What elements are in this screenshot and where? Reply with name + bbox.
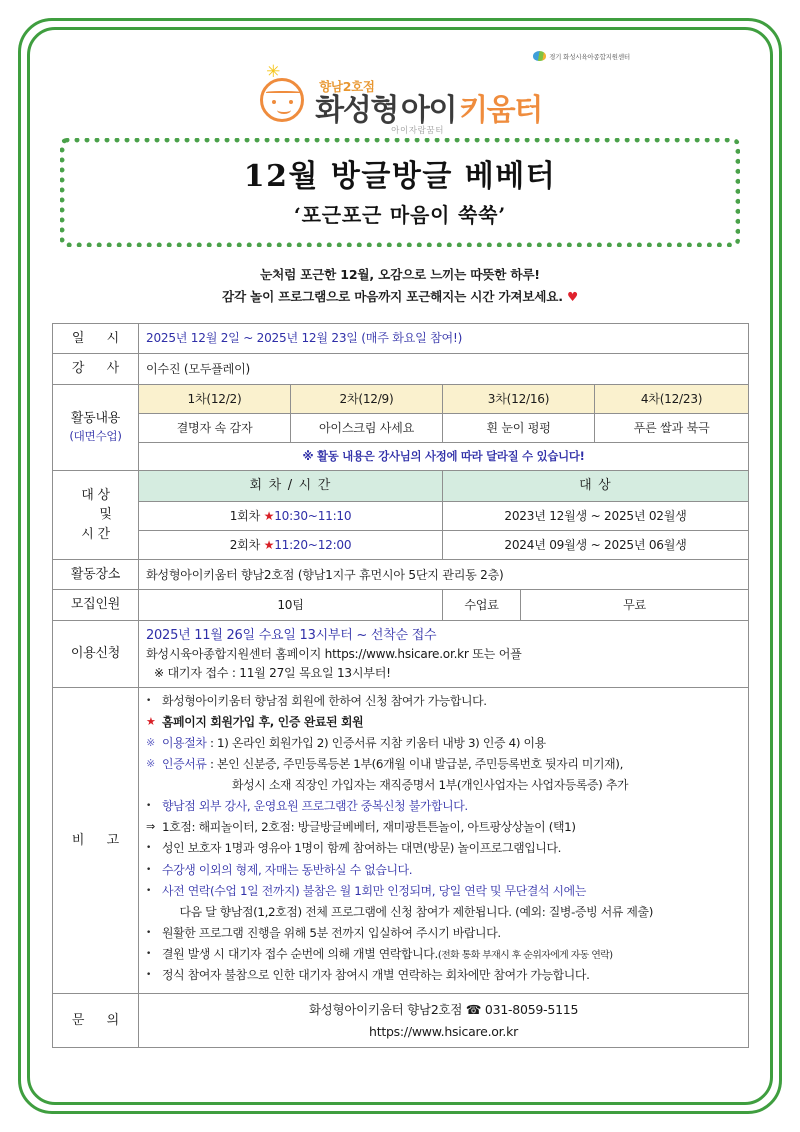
remark-prefix: 이용절차 — [162, 735, 207, 750]
list-item — [146, 883, 741, 901]
lead-line-1: 눈처럼 포근한 12월, 오감으로 느끼는 따뜻한 하루! — [260, 267, 540, 283]
list-item — [146, 798, 741, 816]
bullet-icon: • — [146, 801, 151, 812]
apply-line-1: 2025년 11월 26일 수요일 13시부터 ~ 선착순 접수 — [146, 627, 437, 643]
bullet-icon: • — [146, 927, 151, 938]
remark-suffix: (전화 통화 부재시 후 순위자에게 자동 연락) — [437, 949, 613, 961]
session-header-3: 3차(12/16) — [443, 384, 595, 413]
value-remarks — [139, 687, 749, 994]
table-row-place — [53, 559, 749, 590]
label-capacity: 모집인원 — [53, 590, 139, 621]
remark-text: 원활한 프로그램 진행을 위해 5분 전까지 입실하여 주시기 바랍니다. — [162, 925, 501, 940]
remarks-list — [146, 693, 741, 985]
remark-prefix: 인증서류 — [162, 756, 207, 771]
table-row-activity-values — [53, 413, 749, 442]
label-target-line1: 대 상 — [81, 487, 110, 503]
bullet-icon: • — [146, 948, 151, 959]
list-item — [146, 756, 741, 774]
target-session-1: 1회차 ★10:30~11:10 — [139, 501, 443, 530]
target-time-1: 10:30~11:10 — [274, 508, 352, 523]
list-item — [146, 862, 741, 880]
target-age-1: 2023년 12월생 ~ 2025년 02월생 — [443, 501, 749, 530]
remark-text: 홈페이지 회원가입 후, 인증 완료된 회원 — [162, 714, 364, 729]
lead-line-2: 감각 놀이 프로그램으로 마음까지 포근해지는 시간 가져보세요. — [222, 289, 563, 305]
target-time-2: 11:20~12:00 — [274, 537, 352, 552]
value-inquiry — [139, 994, 749, 1048]
label-inquiry: 문 의 — [53, 994, 139, 1048]
value-place: 화성형아이키움터 향남2호점 (향남1지구 휴먼시아 5단지 관리동 2층) — [139, 559, 749, 590]
remark-text: 화성형아이키움터 향남점 회원에 한하여 신청 참여가 가능합니다. — [162, 693, 487, 708]
arrow-icon: ⇒ — [146, 820, 155, 834]
lead-paragraph — [52, 264, 748, 307]
logo-main-orange: 키움터 — [459, 93, 542, 128]
title-box — [60, 138, 740, 247]
remark-text: : 1) 온라인 회원가입 2) 인증서류 지참 키움터 내방 3) 인증 4) 이용 — [206, 735, 546, 750]
inquiry-line-2[interactable]: https://www.hsicare.or.kr — [369, 1023, 519, 1039]
target-age-2: 2024년 09월생 ~ 2025년 06월생 — [443, 530, 749, 559]
session-header-1: 1차(12/2) — [139, 384, 291, 413]
mouth-icon — [277, 106, 291, 114]
table-row-apply — [53, 620, 749, 687]
remark-text: 1호점: 해피놀이터, 2호점: 방글방글베베터, 재미팡튼튼놀이, 아트팡상상놀이 (택1) — [162, 820, 576, 835]
label-target-line2: 및 — [99, 507, 112, 523]
label-activity-line2: (대면수업) — [69, 429, 122, 444]
smiley-face-icon — [258, 64, 308, 126]
list-item — [146, 735, 741, 753]
list-item — [146, 819, 741, 837]
value-date: 2025년 12월 2일 ~ 2025년 12월 23일 (매주 화요일 참여!) — [139, 323, 749, 354]
star-icon-session-1: ★ — [263, 508, 275, 523]
list-item — [146, 967, 741, 985]
session-value-2: 아이스크림 사세요 — [291, 413, 443, 442]
value-fee: 무료 — [521, 590, 749, 621]
table-row-inquiry — [53, 994, 749, 1048]
brand-logo — [52, 48, 748, 136]
value-instructor: 이수진 (모두플레이) — [139, 354, 749, 385]
target-session-2: 2회차 ★11:20~12:00 — [139, 530, 443, 559]
target-head-session: 회 차 / 시 간 — [139, 471, 443, 502]
table-row-instructor — [53, 354, 749, 385]
session-value-3: 흰 눈이 펑펑 — [443, 413, 595, 442]
bullet-icon: • — [146, 864, 151, 875]
apply-line-2: 화성시육아종합지원센터 홈페이지 https://www.hsicare.or.kr 또는 어플 — [146, 647, 522, 662]
label-target-line3: 시 간 — [81, 526, 110, 542]
list-item — [146, 904, 741, 922]
session-value-1: 결명자 속 감자 — [139, 413, 291, 442]
label-target — [53, 471, 139, 560]
label-apply: 이용신청 — [53, 620, 139, 687]
star-icon: ✳ — [266, 62, 281, 82]
face-circle-icon — [260, 78, 304, 122]
reference-icon: ※ — [146, 735, 155, 749]
center-logo-mark — [533, 51, 630, 61]
logo-main-dark: 화성형 — [315, 93, 398, 128]
remark-text: 다음 달 향남점(1,2호점) 전체 프로그램에 신청 참여가 제한됩니다. (예외: 질병-증빙 서류 제출) — [179, 904, 653, 919]
label-fee: 수업료 — [443, 590, 521, 621]
reference-icon: ※ — [146, 756, 155, 770]
session-header-2: 2차(12/9) — [291, 384, 443, 413]
list-item — [146, 840, 741, 858]
bullet-icon: • — [146, 695, 151, 706]
session-header-4: 4차(12/23) — [595, 384, 749, 413]
star-icon-session-2: ★ — [263, 537, 275, 552]
logo-branch-label: 향남2호점 — [319, 79, 375, 94]
table-row-target-1 — [53, 501, 749, 530]
heart-icon: ♥ — [566, 289, 578, 305]
title-main: 12월 방글방글 베베터 — [243, 159, 557, 194]
center-logo-text: 경기 화성시육아종합지원센터 — [549, 52, 630, 61]
program-info-table — [52, 323, 749, 1048]
table-row-target-2 — [53, 530, 749, 559]
title-sub: ‘포근포근 마음이 쑥쑥’ — [293, 203, 507, 228]
table-row-capacity — [53, 590, 749, 621]
table-row-activity-head — [53, 384, 749, 413]
list-item — [146, 925, 741, 943]
bullet-icon: • — [146, 843, 151, 854]
activity-footnote: ※ 활동 내용은 강사님의 사정에 따라 달라질 수 있습니다! — [139, 442, 749, 470]
bullet-icon: • — [146, 885, 151, 896]
logo-main-mid: 아이 — [400, 93, 457, 128]
remark-text: 화성시 소재 직장인 가입자는 재직증명서 1부(개인사업자는 사업자등록증) 추가 — [232, 778, 629, 793]
remark-text: 향남점 외부 강사, 운영요원 프로그램간 중복신청 불가합니다. — [162, 799, 468, 814]
label-date: 일 시 — [53, 323, 139, 354]
logo-sub-label: 아이자람꿈터 — [391, 126, 445, 136]
table-row-activity-footnote — [53, 442, 749, 470]
remark-text: 결원 발생 시 대기자 접수 순번에 의해 개별 연락합니다. — [162, 946, 438, 961]
value-capacity: 10팀 — [139, 590, 443, 621]
session-value-4: 푸른 쌀과 북극 — [595, 413, 749, 442]
table-row-remarks — [53, 687, 749, 994]
bullet-icon: • — [146, 970, 151, 981]
center-logo-icon — [533, 51, 546, 61]
target-head-target: 대 상 — [443, 471, 749, 502]
remark-text: 정식 참여자 불참으로 인한 대기자 참여시 개별 연락하는 회차에만 참여가 가능합니다. — [162, 968, 590, 983]
list-item — [146, 693, 741, 711]
remark-text: : 본인 신분증, 주민등록등본 1부(6개월 이내 발급분, 주민등록번호 뒷자리 미기재), — [206, 756, 624, 771]
list-item — [146, 714, 741, 732]
apply-line-3: ※ 대기자 접수 : 11월 27일 목요일 13시부터! — [154, 665, 391, 680]
remark-text: 성인 보호자 1명과 영유아 1명이 함께 참여하는 대면(방문) 놀이프로그램입니다. — [162, 841, 562, 856]
label-instructor: 강 사 — [53, 354, 139, 385]
inquiry-line-1: 화성형아이키움터 향남2호점 ☎ 031-8059-5115 — [308, 1002, 579, 1018]
table-row-date — [53, 323, 749, 354]
remark-text: 사전 연락(수업 1일 전까지) 불참은 월 1회만 인정되며, 당일 연락 및 무단결석 시에는 — [162, 883, 586, 898]
label-activity — [53, 384, 139, 470]
eye-left-icon — [272, 100, 276, 104]
label-activity-line1: 활동내용 — [70, 410, 121, 426]
label-remarks: 비 고 — [53, 687, 139, 994]
remark-text: 수강생 이외의 형제, 자매는 동반하실 수 없습니다. — [162, 862, 413, 877]
eye-right-icon — [289, 100, 293, 104]
star-icon: ★ — [146, 714, 156, 728]
value-apply — [139, 620, 749, 687]
list-item — [146, 946, 741, 964]
list-item — [146, 777, 741, 795]
label-place: 활동장소 — [53, 559, 139, 590]
table-row-target-head — [53, 471, 749, 502]
